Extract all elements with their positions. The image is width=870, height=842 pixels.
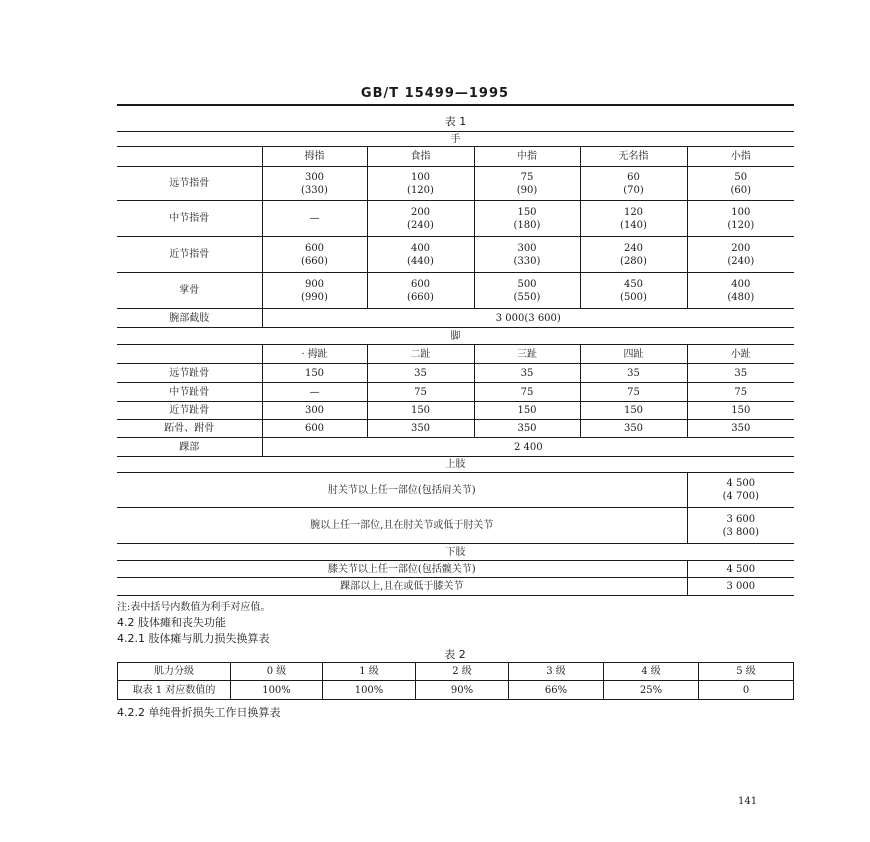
foot-cell: 150 [687,402,794,420]
hand-col-header: 拇指 [262,147,367,167]
foot-cell: 150 [262,364,367,383]
grade-header: 1 级 [323,663,416,681]
foot-cell: 35 [687,364,794,383]
foot-cell: 35 [580,364,687,383]
foot-col-header: 二趾 [367,345,474,364]
foot-col-header: · 拇趾 [262,345,367,364]
upper-cell: 3 600 (3 800) [687,508,794,544]
table2-caption: 表 2 [444,648,466,661]
foot-col-header: 三趾 [474,345,580,364]
section-4-2-1-heading: 4.2.1 肢体瘫与肌力损失换算表 [117,632,270,645]
hand-cell: 75 (90) [474,167,580,201]
standard-header: GB/T 15499—1995 [360,86,510,101]
foot-cell: — [262,383,367,402]
ankle-value: 2 400 [262,438,794,457]
lower-cell: 4 500 [687,561,794,578]
grade-header: 4 级 [604,663,699,681]
hand-cell: 400 (480) [687,273,794,309]
foot-cell: 150 [474,402,580,420]
ankle-label: 踝部 [117,438,262,457]
grade-value: 100% [231,681,323,700]
foot-cell: 75 [580,383,687,402]
foot-cell: 75 [474,383,580,402]
foot-cell: 300 [262,402,367,420]
hand-cell: 600 (660) [367,273,474,309]
table1-note: 注:表中括号内数值为利手对应值。 [117,602,271,613]
foot-row-label: 远节趾骨 [117,364,262,383]
hand-col-header: 小指 [687,147,794,167]
grade-value: 90% [416,681,509,700]
hand-cell: 600 (660) [262,237,367,273]
hand-cell: 200 (240) [367,201,474,237]
upper-cell: 4 500 (4 700) [687,473,794,508]
hand-cell: 240 (280) [580,237,687,273]
section-4-2-heading: 4.2 肢体瘫和丧失功能 [117,616,226,629]
table2 [117,662,794,700]
grade-value: 66% [509,681,604,700]
upper-row-label: 腕以上任一部位,且在肘关节或低于肘关节 [117,508,687,544]
lower-row-label: 膝关节以上任一部位(包括髋关节) [117,561,687,578]
corner-cell [117,345,262,364]
hand-cell: 60 (70) [580,167,687,201]
corner-cell [117,147,262,167]
hand-cell: 100 (120) [367,167,474,201]
grade-header: 5 级 [699,663,794,681]
foot-cell: 150 [580,402,687,420]
table1 [117,131,794,596]
hand-cell: 120 (140) [580,201,687,237]
table1-caption: 表 1 [444,115,467,128]
page-number: 141 [738,796,758,807]
wrist-label: 腕部截肢 [117,309,262,328]
lower-row-label: 踝部以上,且在或低于膝关节 [117,578,687,596]
wrist-value: 3 000(3 600) [262,309,794,328]
lower-section-title: 下肢 [117,544,794,561]
hand-cell: 900 (990) [262,273,367,309]
hand-cell: 100 (120) [687,201,794,237]
foot-cell: 600 [262,420,367,438]
hand-row-label: 远节指骨 [117,167,262,201]
hand-row-label: 中节指骨 [117,201,262,237]
grade-header: 3 级 [509,663,604,681]
foot-col-header: 四趾 [580,345,687,364]
foot-row-label: 近节趾骨 [117,402,262,420]
foot-cell: 75 [687,383,794,402]
foot-cell: 150 [367,402,474,420]
hand-col-header: 食指 [367,147,474,167]
foot-cell: 35 [474,364,580,383]
hand-row-label: 近节指骨 [117,237,262,273]
foot-cell: 75 [367,383,474,402]
table2-row-label: 取表 1 对应数值的 [118,681,231,700]
foot-row-label: 中节趾骨 [117,383,262,402]
hand-cell: 500 (550) [474,273,580,309]
hand-cell: 300 (330) [474,237,580,273]
grade-value: 100% [323,681,416,700]
hand-section-title: 手 [117,132,794,147]
hand-col-header: 无名指 [580,147,687,167]
header-rule [117,104,794,106]
foot-cell: 350 [580,420,687,438]
upper-row-label: 肘关节以上任一部位(包括肩关节) [117,473,687,508]
hand-cell: 200 (240) [687,237,794,273]
foot-row-label: 跖骨、跗骨 [117,420,262,438]
foot-section-title: 脚 [117,328,794,345]
hand-cell: 50 (60) [687,167,794,201]
foot-cell: 350 [367,420,474,438]
grade-value: 25% [604,681,699,700]
hand-cell: 150 (180) [474,201,580,237]
foot-col-header: 小趾 [687,345,794,364]
hand-cell: 450 (500) [580,273,687,309]
section-4-2-2-heading: 4.2.2 单纯骨折损失工作日换算表 [117,706,281,719]
foot-cell: 350 [687,420,794,438]
hand-cell: — [262,201,367,237]
lower-cell: 3 000 [687,578,794,596]
hand-row-label: 掌骨 [117,273,262,309]
upper-section-title: 上肢 [117,457,794,473]
hand-cell: 300 (330) [262,167,367,201]
table2-header-label: 肌力分级 [118,663,231,681]
grade-value: 0 [699,681,794,700]
foot-cell: 35 [367,364,474,383]
grade-header: 0 级 [231,663,323,681]
grade-header: 2 级 [416,663,509,681]
hand-col-header: 中指 [474,147,580,167]
hand-cell: 400 (440) [367,237,474,273]
foot-cell: 350 [474,420,580,438]
